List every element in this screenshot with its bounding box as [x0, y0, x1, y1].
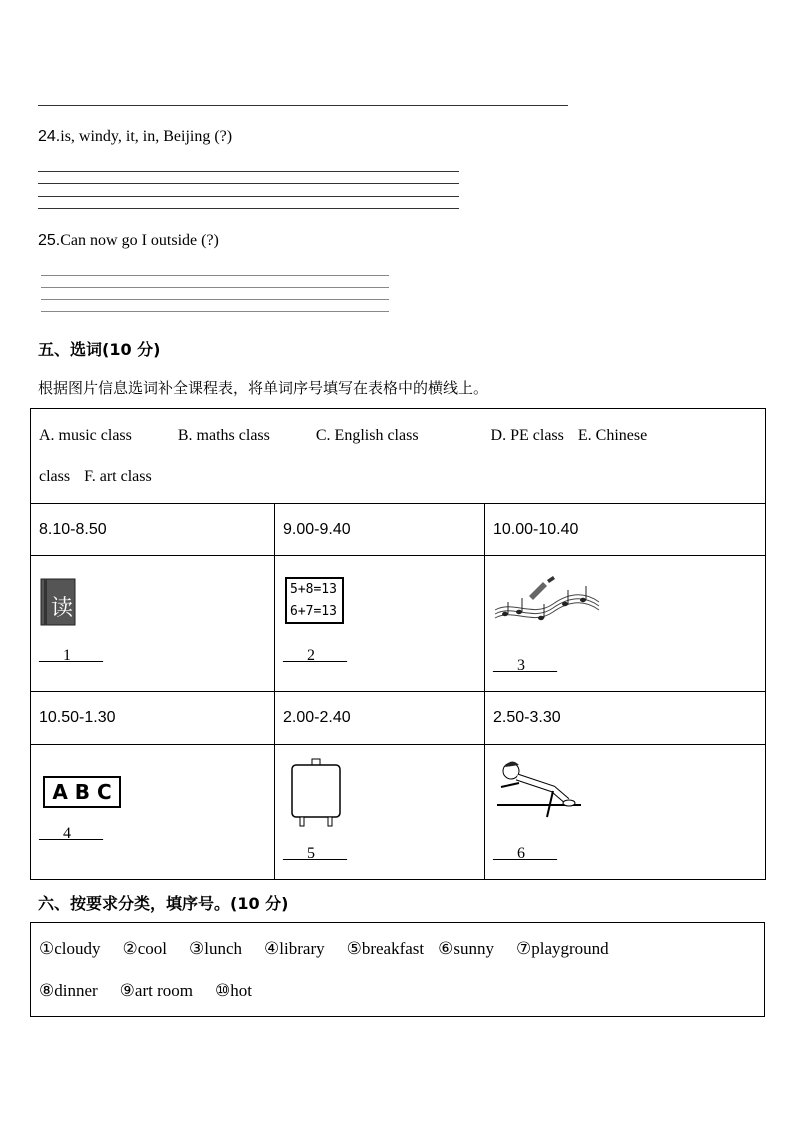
section-5-title: 五、选词(10 分) [38, 340, 161, 359]
answer-blank-3[interactable]: ___3____ [493, 657, 557, 674]
word-options [31, 409, 766, 504]
writing-line [38, 171, 459, 172]
math-board-icon: 5+8=13 6+7=13 [285, 577, 344, 624]
option-d: D. PE class [490, 427, 564, 444]
section-6-title: 六、按要求分类，填序号。(10 分) [38, 894, 289, 913]
abc-sign-icon: A B C [43, 776, 121, 808]
writing-line [41, 287, 389, 288]
question-number: 25. [38, 232, 61, 249]
word-item: ③lunch [189, 939, 243, 958]
question-text: is, windy, it, in, Beijing (?) [60, 128, 233, 145]
section-5-instruction: 根据图片信息选词补全课程表，将单词序号填写在表格中的横线上。 [38, 379, 489, 397]
chinese-book-icon [39, 577, 79, 629]
svg-text:读: 读 [51, 596, 74, 621]
music-notes-icon [493, 574, 603, 626]
time-slot: 10.50-1.30 [31, 692, 275, 745]
drawing-board-icon [286, 757, 348, 829]
writing-line [38, 196, 459, 197]
word-item: ④library [264, 939, 325, 958]
option-e-cont: class [39, 468, 71, 485]
answer-blank-5[interactable]: ___5____ [283, 845, 347, 862]
word-row-2 [39, 981, 252, 1001]
class-cell [485, 745, 766, 880]
timetable [30, 408, 766, 880]
class-cell [485, 556, 766, 692]
question-24 [38, 128, 232, 146]
word-bank [30, 922, 765, 1017]
answer-blank-4[interactable]: ___4____ [39, 825, 103, 842]
class-cell [275, 745, 485, 880]
writing-line [38, 183, 459, 184]
writing-line [41, 311, 389, 312]
question-number: 24. [38, 128, 61, 145]
word-item: ⑧dinner [39, 981, 98, 1000]
word-item: ⑩hot [214, 981, 252, 1000]
writing-line [38, 208, 459, 209]
option-c: C. English class [315, 427, 419, 444]
class-cell [31, 745, 275, 880]
question-text: Can now go I outside (?) [60, 232, 219, 249]
time-slot: 10.00-10.40 [485, 504, 766, 556]
answer-blank-1[interactable]: ___1____ [39, 647, 103, 664]
word-item: ⑦playground [516, 939, 609, 958]
option-f: F. art class [84, 468, 152, 485]
word-row-1 [39, 939, 609, 959]
word-item: ②cool [122, 939, 168, 958]
option-a: A. music class [39, 427, 132, 444]
answer-line-23 [38, 105, 568, 106]
answer-blank-2[interactable]: ___2____ [283, 647, 347, 664]
question-25 [38, 232, 219, 250]
writing-line [41, 299, 389, 300]
word-item: ⑥sunny [438, 939, 495, 958]
class-cell [275, 556, 485, 692]
time-slot: 9.00-9.40 [275, 504, 485, 556]
word-item: ⑨art room [119, 981, 193, 1000]
class-cell [31, 556, 275, 692]
word-item: ①cloudy [39, 939, 101, 958]
time-slot: 8.10-8.50 [31, 504, 275, 556]
time-slot: 2.00-2.40 [275, 692, 485, 745]
writing-line [41, 275, 389, 276]
time-slot: 2.50-3.30 [485, 692, 766, 745]
word-item: ⑤breakfast [346, 939, 425, 958]
high-jump-icon [493, 755, 583, 825]
answer-blank-6[interactable]: ___6____ [493, 845, 557, 862]
option-e: E. Chinese [577, 427, 648, 444]
option-b: B. maths class [177, 427, 270, 444]
